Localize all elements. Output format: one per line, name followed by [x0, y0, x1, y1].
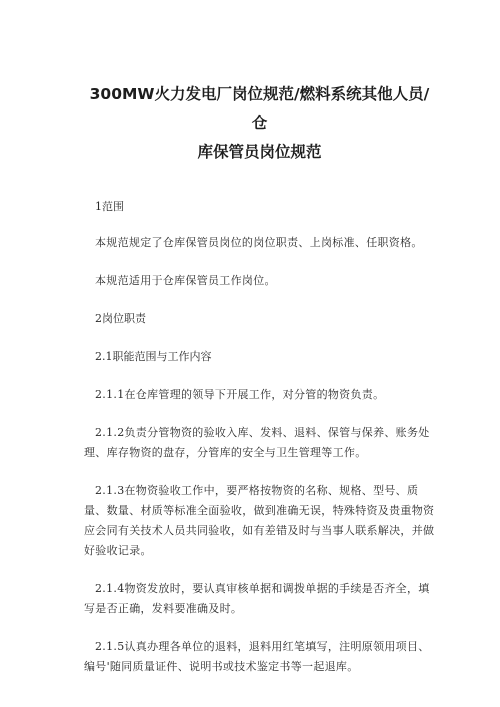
section-1-paragraph-1: 本规范规定了仓库保管员岗位的岗位职责、上岗标准、任职资格。 [95, 236, 423, 249]
section-1-heading: 1范围 [95, 200, 124, 213]
section-2-heading: 2岗位职责 [95, 312, 146, 325]
title-line-2: 库保管员岗位规范 [197, 143, 322, 161]
title-line-1: 300MW火力发电厂岗位规范/燃料系统其他人员/仓 [89, 85, 430, 132]
section-2-1-heading: 2.1职能范围与工作内容 [95, 350, 212, 363]
clause-2-1-4: 2.1.4物资发放时，要认真审核单据和调拨单据的手续是否齐全，填写是否正确，发料要准确及时。 [84, 582, 430, 615]
clause-2-1-2: 2.1.2负责分管物资的验收入库、发料、退料、保管与保养、账务处理、库存物资的盘存，分管库的安全与卫生管理等工作。 [84, 426, 430, 459]
clause-2-1-3: 2.1.3在物资验收工作中，要严格按物资的名称、规格、型号、质量、数量、材质等标准全面验收，做到准确无误，特殊特资及贵重物资应会同有关技术人员共同验收，如有差错及时与当事人联系解决，并做好验收记录。 [84, 484, 435, 557]
document-title [84, 80, 435, 167]
clause-2-1-5: 2.1.5认真办理各单位的退料，退料用红笔填写，注明原领用项目、编号'随同质量证件、说明书或技术鉴定书等一起退库。 [84, 640, 430, 673]
clause-2-1-1: 2.1.1在仓库管理的领导下开展工作，对分管的物资负责。 [95, 388, 385, 401]
section-1-paragraph-2: 本规范适用于仓库保管员工作岗位。 [95, 274, 276, 287]
